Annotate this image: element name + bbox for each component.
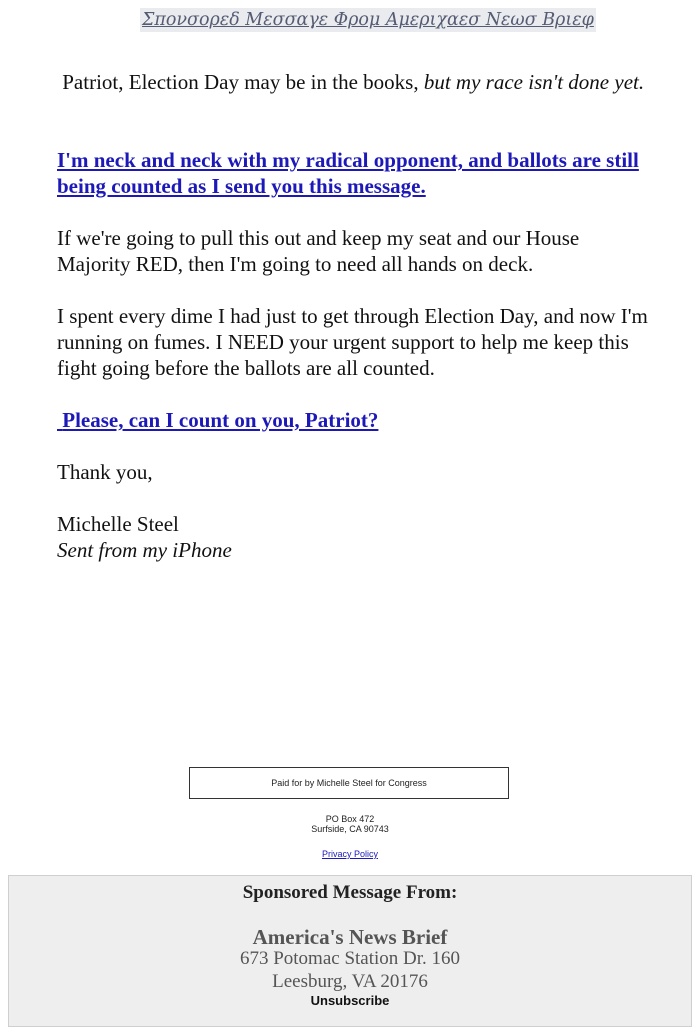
intro-text: Patriot, Election Day may be in the books, — [57, 70, 424, 94]
sponsored-header[interactable]: Σπονσορεδ Μεσσαγε Φρομ Αμεριχαεσ Νεωσ Βριεφ — [142, 10, 594, 30]
sponsor-footer — [8, 875, 692, 1027]
privacy-policy-link[interactable]: Privacy Policy — [321, 849, 378, 859]
sponsor-title: Sponsored Message From: — [242, 882, 458, 903]
count-on-you-link[interactable] — [57, 408, 378, 432]
paragraph-link-2 — [57, 407, 657, 433]
intro-italic-text: but my race isn't done yet. — [423, 70, 645, 94]
neck-and-neck-link[interactable]: I'm neck and neck with my radical opponent, and ballots are still being counted as I send you this message. — [57, 148, 639, 198]
unsubscribe-link[interactable]: Unsubscribe — [310, 993, 390, 1008]
brand-name: America's News Brief — [252, 925, 448, 949]
paragraph-all-hands: If we're going to pull this out and keep my seat and our House Majority RED, then I'm going to need all hands on deck. — [57, 226, 580, 276]
privacy-policy-row — [0, 849, 700, 860]
paragraph-link-1 — [57, 147, 657, 199]
paragraph-intro — [57, 69, 657, 95]
signature-device — [57, 537, 657, 563]
address-line-1: PO Box 472 — [325, 814, 375, 824]
closing-text: Thank you, — [57, 460, 153, 484]
count-on-you-text: Please, can I count on you, Patriot? — [62, 408, 379, 432]
mailing-address — [0, 814, 700, 834]
paid-for-disclaimer: Paid for by Michelle Steel for Congress — [189, 767, 509, 799]
brand-address-line-2: Leesburg, VA 20176 — [272, 971, 428, 992]
address-line-2: Surfside, CA 90743 — [311, 824, 389, 834]
brand-address-line-1: 673 Potomac Station Dr. 160 — [239, 948, 461, 969]
sent-from-iphone: Sent from my iPhone — [57, 538, 232, 562]
paragraph-urgent-support: I spent every dime I had just to get through Election Day, and now I'm running on fumes. I NEED your urgent support to help me keep this fight going before the ballots are all counted. — [57, 304, 648, 380]
signature-name: Michelle Steel — [57, 512, 179, 536]
